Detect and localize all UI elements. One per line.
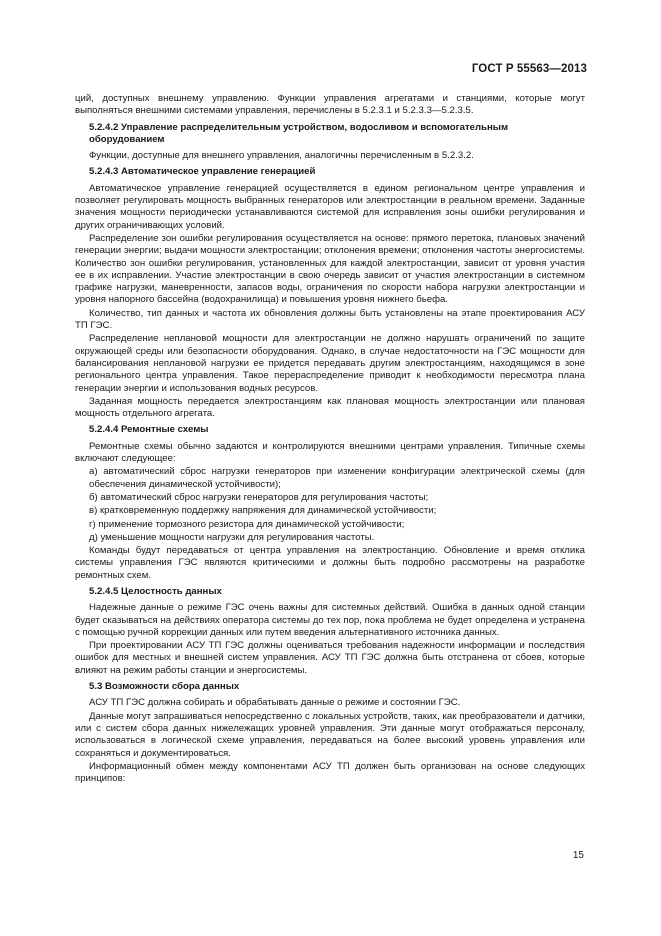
paragraph: ций, доступных внешнему управлению. Функции управления агрегатами и станциями, которые могут выполняться внешними системами управления, перечислены в 5.2.3.1 и 5.2.3.3—5.2.3.5. — [75, 93, 585, 117]
list-item: б) автоматический сброс нагрузки генераторов для регулирования частоты; — [89, 491, 429, 503]
paragraph: Команды будут передаваться от центра управления на электростанцию. Обновление и время отклика системы управления ГЭС являются критическими и должны быть подробно рассмотрены на разработке ремонтных схем. — [75, 545, 585, 581]
list-item: в) кратковременную поддержку напряжения для динамической устойчивости; — [89, 505, 437, 517]
paragraph: АСУ ТП ГЭС должна собирать и обрабатывать данные о режиме и состоянии ГЭС. — [89, 697, 461, 709]
paragraph: Функции, доступные для внешнего управления, аналогичны перечисленным в 5.2.3.2. — [89, 150, 474, 162]
paragraph: Автоматическое управление генерацией осуществляется в едином региональном центре управления и позволяет регулировать мощность выбранных генераторов или электростанции в реальном времени. Заданные значения мощности периодически устанавливаются системой для исправления зоны ошибки регулирования и других ограничивающих условий. — [75, 182, 585, 231]
page-number: 15 — [572, 850, 584, 861]
list-item: а) автоматический сброс нагрузки генераторов при изменении конфигурации электрической схемы (для обеспечения динамической устойчивости); — [89, 466, 585, 490]
paragraph: При проектировании АСУ ТП ГЭС должны оцениваться требования надежности информации и последствия ошибок для местных и внешней систем управления. АСУ ТП ГЭС должна быть отстранена от сбоев, которые влияют на режим работы станции и энергосистемы. — [75, 640, 585, 676]
paragraph: Количество, тип данных и частота их обновления должны быть установлены на этапе проектирования АСУ ТП ГЭС. — [75, 307, 585, 332]
document-id: ГОСТ Р 55563—2013 — [471, 63, 587, 75]
section-heading: 5.3 Возможности сбора данных — [89, 681, 240, 693]
paragraph: Заданная мощность передается электростанциям как плановая мощность электростанции или плановая мощность отдельного агрегата. — [75, 395, 585, 420]
paragraph: Распределение зон ошибки регулирования осуществляется на основе: прямого перетока, плановых значений генерации энергии; выдачи мощности электростанции; отклонения времени; отклонения частоты энергосистемы. Количество зон ошибки регулирования, установленных для каждой электростанции, зависит от уровня участия ее в их исправлении. Участие электростанции в свою очередь зависит от участия электростанции в системном графике нагрузки, маневренности, запасов воды, ограничения по скорости набора нагрузки электростанции и уровня напорного бассейна (водохранилища) и повышения уровня нижнего бьефа. — [75, 232, 585, 306]
section-heading: 5.2.4.2 Управление распределительным устройством, водосливом и вспомогательным оборудованием — [89, 121, 509, 145]
paragraph: Ремонтные схемы обычно задаются и контролируются внешними центрами управления. Типичные схемы включают следующее: — [75, 440, 585, 465]
list-item: д) уменьшение мощности нагрузки для регулирования частоты. — [89, 531, 375, 543]
paragraph: Надежные данные о режиме ГЭС очень важны для системных действий. Ошибка в данных одной станции будет сказываться на действиях оператора системы до тех пор, пока проблема не будет определена и устранена с помощью ручной коррекции данных или путем введения альтернативного источника данных. — [75, 602, 585, 638]
section-heading: 5.2.4.3 Автоматическое управление генерацией — [89, 166, 316, 178]
paragraph: Информационный обмен между компонентами АСУ ТП должен быть организован на основе следующих принципов: — [75, 760, 585, 785]
section-heading: 5.2.4.4 Ремонтные схемы — [89, 424, 209, 436]
section-heading: 5.2.4.5 Целостность данных — [89, 585, 222, 597]
paragraph: Данные могут запрашиваться непосредственно с локальных устройств, таких, как преобразователи и датчики, или с систем сбора данных нижележащих уровней управления. Эти данные могут отображаться персоналу, использоваться в логической схеме управления, передаваться на более высокий уровень управления или сохраняться и документироваться. — [75, 710, 585, 759]
paragraph: Распределение неплановой мощности для электростанции не должно нарушать ограничений по защите окружающей среды или безопасности оборудования. Однако, в случае недостаточности на ГЭС мощности для балансирования неплановой нагрузки ее придется передавать другим электростанциям, находящимся в зоне регионального центра управления. Такое перераспределение приводит к необходимости пересмотра плана генерации энергии и использования водных ресурсов. — [75, 333, 585, 394]
list-item: г) применение тормозного резистора для динамической устойчивости; — [89, 518, 405, 530]
page-body — [75, 93, 585, 786]
